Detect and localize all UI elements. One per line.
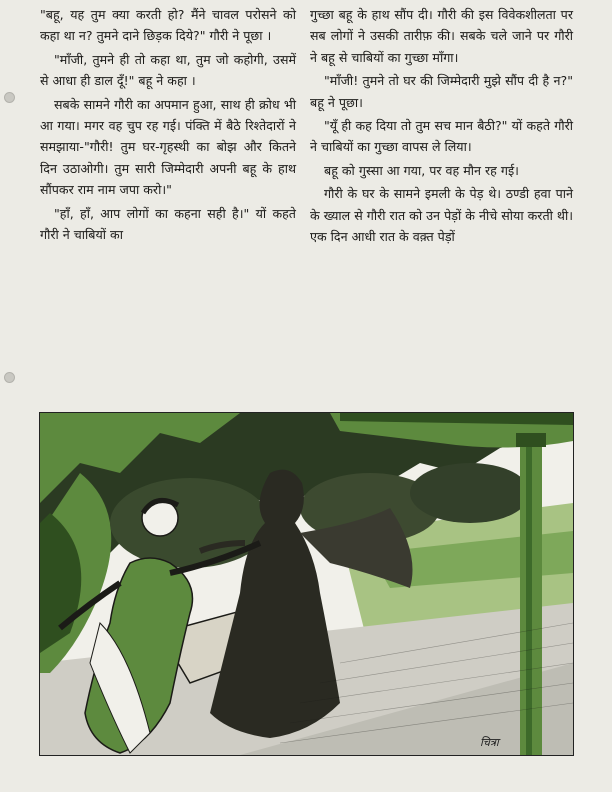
- illustration-art: [40, 413, 573, 755]
- artist-signature: चित्रा: [480, 736, 499, 749]
- binding-hole: [4, 92, 15, 103]
- paragraph: "माँजी! तुमने तो घर की जिम्मेदारी मुझे सौंप दी है न?" बहू ने पूछा।: [310, 73, 573, 110]
- right-text-column: [310, 4, 573, 249]
- paragraph: "माँजी, तुमने ही तो कहा था, तुम जो कहोगी, उसमें से आधा ही डाल दूँ!" बहू ने कहा ।: [40, 51, 296, 89]
- paragraph: सबके सामने गौरी का अपमान हुआ, साथ ही क्रोध भी आ गया। मगर वह चुप रह गई। पंक्ति में बैठे रिश्तेदारों ने समझाया-"गौरी! तुम घर-गृहस्थी का बोझ और कितने दिन उठाओगी। तुम सारी जिम्मेदारी अपनी बहू के हाथ सौंपकर राम नाम जपा करो।": [40, 96, 296, 198]
- paragraph: गुच्छा बहू के हाथ सौंप दी। गौरी की इस विवेकशीलता पर सब लोगों ने उसकी तारीफ़ की। सबके चले जाने पर गौरी ने बहू से चाबियों का गुच्छा माँगा।: [310, 7, 573, 65]
- paragraph: "हाँ, हाँ, आप लोगों का कहना सही है।" यों कहते गौरी ने चाबियों का: [40, 205, 296, 243]
- paragraph: "बहू, यह तुम क्या करती हो? मैंने चावल परोसने को कहा था न? तुमने दाने छिड़क दिये?" गौरी ने पूछा ।: [40, 7, 296, 44]
- paragraph: "यूँ ही कह दिया तो तुम सच मान बैठी?" यों कहते गौरी ने चाबियों का गुच्छा वापस ले लिया।: [310, 118, 573, 155]
- binding-hole: [4, 372, 15, 383]
- paragraph: गौरी के घर के सामने इमली के पेड़ थे। ठण्डी हवा पाने के ख्याल से गौरी रात को उन पेड़ों के नीचे सोया करती थी। एक दिन आधी रात के वक़्त पेड़ों: [310, 186, 573, 245]
- left-text-column: [40, 4, 296, 247]
- story-illustration: [39, 412, 574, 756]
- paragraph: बहू को गुस्सा आ गया, पर वह मौन रह गई।: [324, 162, 519, 178]
